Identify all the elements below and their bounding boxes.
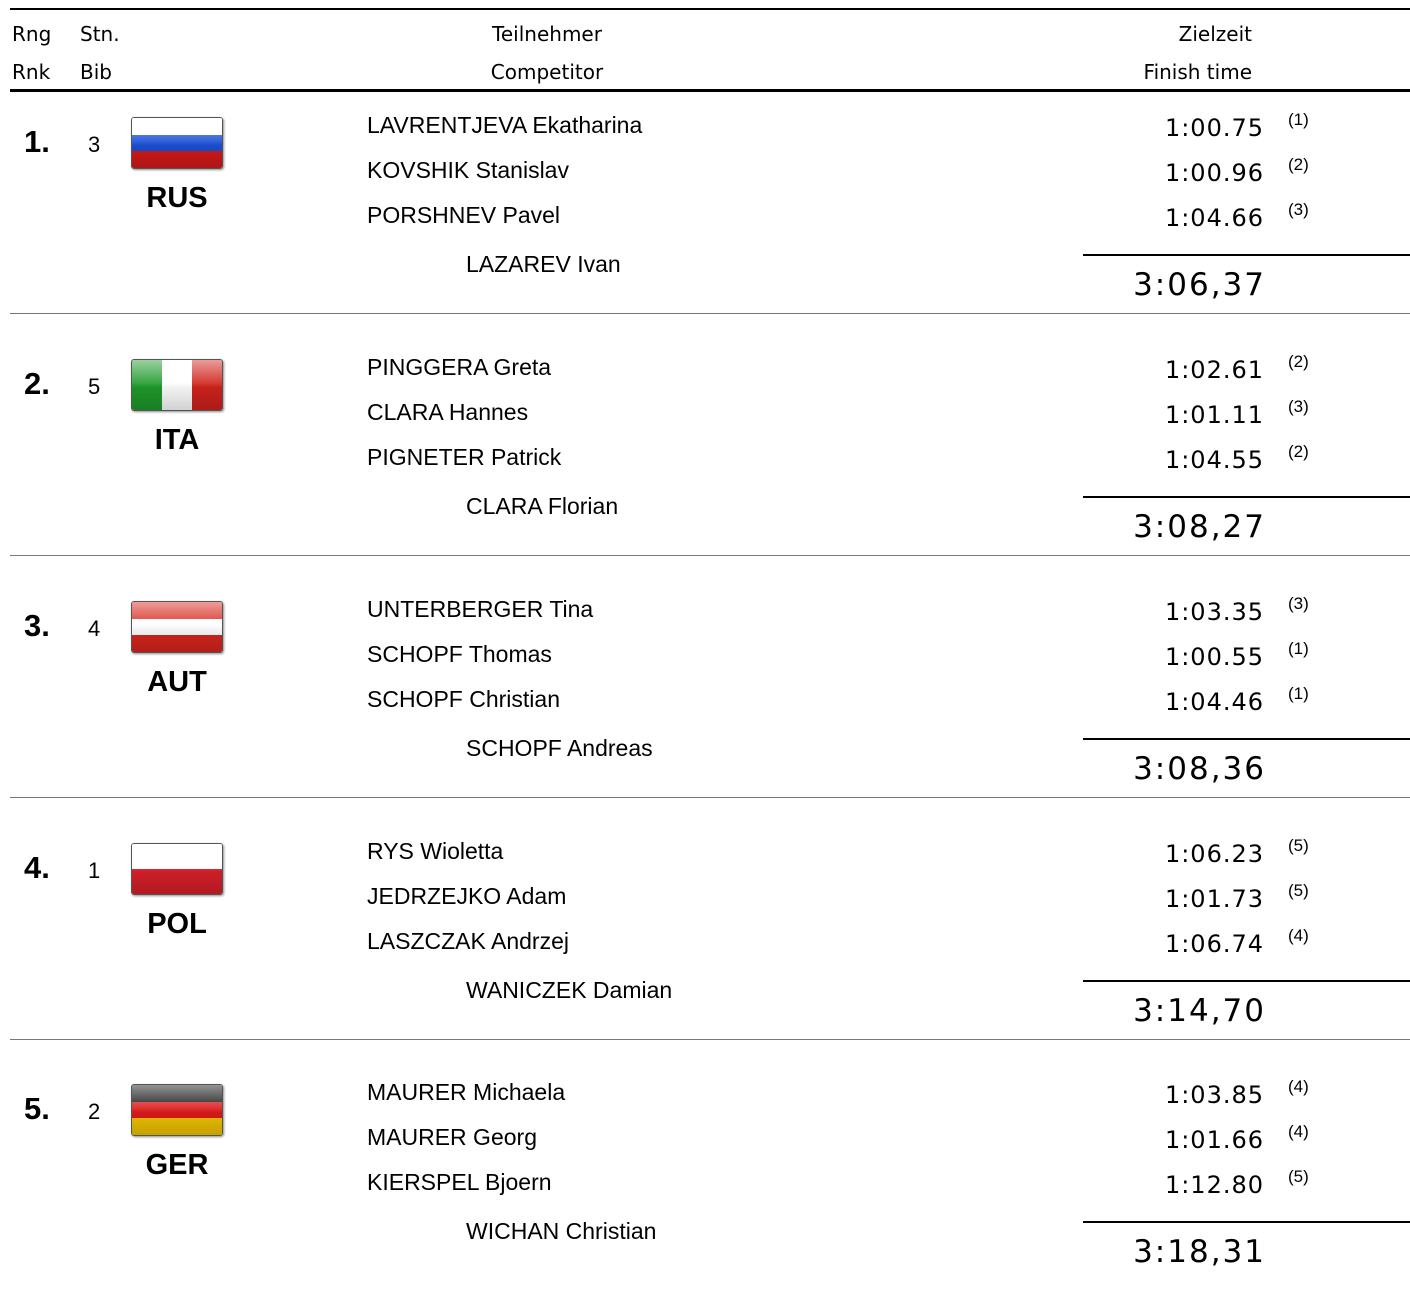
- athlete-name: KOVSHIK Stanislav: [367, 157, 569, 183]
- team-separator: [10, 797, 1410, 798]
- athlete-time: 1:06.23: [1164, 840, 1264, 868]
- athlete-name: SCHOPF Thomas: [367, 641, 552, 667]
- reserve-athlete-name: WANICZEK Damian: [466, 977, 673, 1003]
- athlete-position: (3): [1288, 594, 1309, 613]
- athlete-time: 1:00.55: [1164, 643, 1264, 671]
- team-total-time: 3:18,31: [1133, 1234, 1266, 1270]
- reserve-athlete-name: LAZAREV Ivan: [466, 251, 621, 277]
- team-block: [0, 1059, 1410, 1301]
- team-rank: 3.: [24, 608, 50, 643]
- athlete-position: (1): [1288, 684, 1309, 703]
- athlete-position: (4): [1288, 1122, 1309, 1141]
- athlete-name: UNTERBERGER Tina: [367, 596, 594, 622]
- team-block: [0, 334, 1410, 576]
- flag-ger-icon: [131, 1084, 223, 1136]
- total-divider: [1083, 980, 1410, 982]
- athlete-position: (3): [1288, 397, 1309, 416]
- athlete-time: 1:00.75: [1164, 114, 1264, 142]
- athlete-time: 1:01.66: [1164, 1126, 1264, 1154]
- athlete-position: (4): [1288, 926, 1309, 945]
- team-separator: [10, 555, 1410, 556]
- athlete-name: CLARA Hannes: [367, 399, 529, 425]
- team-nation: GER: [145, 1149, 209, 1181]
- athlete-position: (1): [1288, 110, 1309, 129]
- header-bib-de: Stn.: [80, 22, 120, 46]
- athlete-position: (2): [1288, 155, 1309, 174]
- flag-rus-icon: [131, 117, 223, 169]
- athlete-position: (2): [1288, 352, 1309, 371]
- team-nation: ITA: [154, 424, 200, 456]
- athlete-name: LAVRENTJEVA Ekatharina: [367, 112, 643, 138]
- athlete-name: LASZCZAK Andrzej: [367, 928, 569, 954]
- athlete-time: 1:01.73: [1164, 885, 1264, 913]
- athlete-name: RYS Wioletta: [367, 838, 504, 864]
- total-divider: [1083, 1221, 1410, 1223]
- team-bib: 4: [88, 616, 101, 641]
- total-divider: [1083, 254, 1410, 256]
- team-bib: 2: [88, 1099, 101, 1124]
- team-separator: [10, 313, 1410, 314]
- header-time-de: Zielzeit: [1178, 22, 1252, 46]
- header-bib-en: Bib: [80, 60, 112, 84]
- athlete-position: (4): [1288, 1077, 1309, 1096]
- header-rank-de: Rng: [12, 22, 52, 46]
- team-rank: 2.: [24, 366, 50, 401]
- athlete-time: 1:01.11: [1164, 401, 1264, 429]
- header-competitor-en: Competitor: [490, 60, 604, 84]
- team-bib: 1: [88, 858, 101, 883]
- athlete-position: (1): [1288, 639, 1309, 658]
- athlete-position: (5): [1288, 836, 1309, 855]
- athlete-position: (5): [1288, 1167, 1309, 1186]
- athlete-name: MAURER Georg: [367, 1124, 537, 1150]
- athlete-time: 1:02.61: [1164, 356, 1264, 384]
- athlete-position: (2): [1288, 442, 1309, 461]
- athlete-time: 1:04.55: [1164, 446, 1264, 474]
- team-bib: 5: [88, 374, 101, 399]
- team-total-time: 3:08,27: [1133, 509, 1266, 545]
- athlete-name: SCHOPF Christian: [367, 686, 560, 712]
- header-competitor-de: Teilnehmer: [492, 22, 602, 46]
- athlete-name: PORSHNEV Pavel: [367, 202, 561, 228]
- athlete-time: 1:06.74: [1164, 930, 1264, 958]
- athlete-time: 1:04.66: [1164, 204, 1264, 232]
- athlete-name: KIERSPEL Bjoern: [367, 1169, 552, 1195]
- header-time-en: Finish time: [1143, 60, 1252, 84]
- athlete-time: 1:03.35: [1164, 598, 1264, 626]
- athlete-time: 1:00.96: [1164, 159, 1264, 187]
- athlete-time: 1:04.46: [1164, 688, 1264, 716]
- header-rank-en: Rnk: [12, 60, 51, 84]
- total-divider: [1083, 496, 1410, 498]
- reserve-athlete-name: CLARA Florian: [466, 493, 619, 519]
- team-block: [0, 576, 1410, 818]
- reserve-athlete-name: SCHOPF Andreas: [466, 735, 653, 761]
- flag-pol-icon: [131, 843, 223, 895]
- flag-ita-icon: [131, 359, 223, 411]
- total-divider: [1083, 738, 1410, 740]
- athlete-position: (5): [1288, 881, 1309, 900]
- reserve-athlete-name: WICHAN Christian: [466, 1218, 657, 1244]
- athlete-name: PINGGERA Greta: [367, 354, 552, 380]
- team-rank: 1.: [24, 124, 50, 159]
- flag-aut-icon: [131, 601, 223, 653]
- team-total-time: 3:06,37: [1133, 267, 1266, 303]
- team-separator: [10, 1039, 1410, 1040]
- athlete-position: (3): [1288, 200, 1309, 219]
- team-total-time: 3:14,70: [1133, 993, 1266, 1029]
- team-block: [0, 818, 1410, 1060]
- team-nation: POL: [147, 908, 207, 940]
- team-total-time: 3:08,36: [1133, 751, 1266, 787]
- athlete-time: 1:12.80: [1164, 1171, 1264, 1199]
- team-nation: RUS: [146, 182, 208, 214]
- athlete-time: 1:03.85: [1164, 1081, 1264, 1109]
- team-rank: 5.: [24, 1091, 50, 1126]
- athlete-name: MAURER Michaela: [367, 1079, 566, 1105]
- team-nation: AUT: [147, 666, 207, 698]
- team-bib: 3: [88, 132, 101, 157]
- results-header: [10, 8, 1410, 92]
- athlete-name: JEDRZEJKO Adam: [367, 883, 567, 909]
- team-rank: 4.: [24, 850, 50, 885]
- team-block: [0, 92, 1410, 334]
- athlete-name: PIGNETER Patrick: [367, 444, 562, 470]
